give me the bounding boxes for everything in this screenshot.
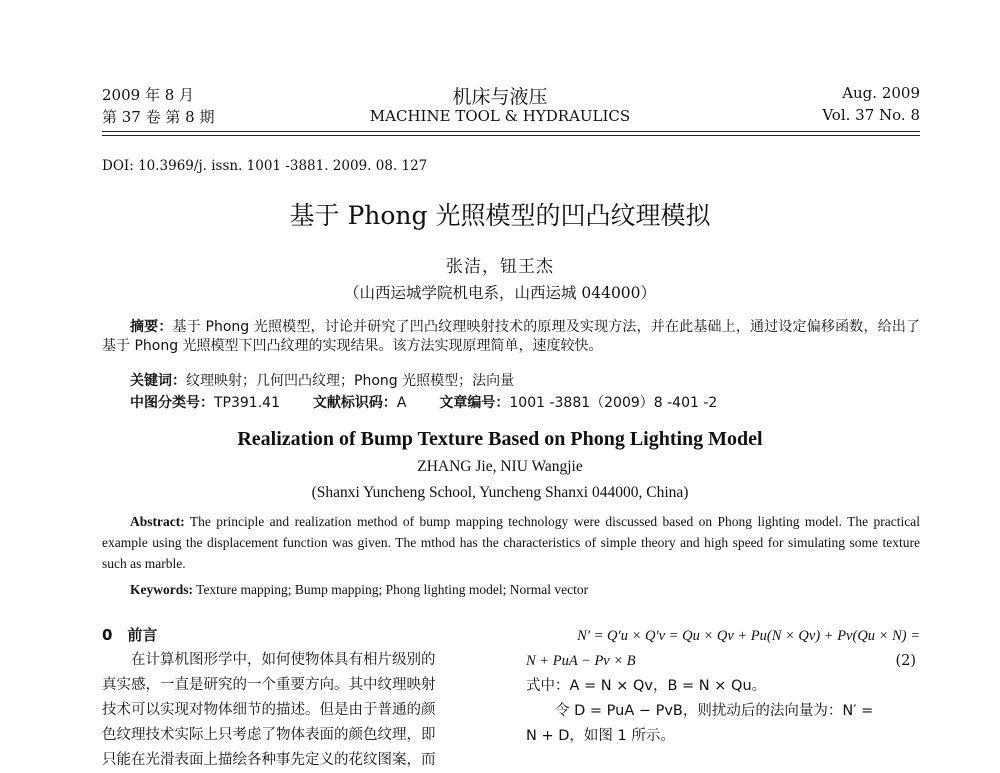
classification-line <box>130 392 717 412</box>
clc-value: TP391.41 <box>214 395 280 411</box>
normal-vector-text: 令 D = PuA − PvB，则扰动后的法向量为：N′ = <box>526 703 874 719</box>
clc-label: 中图分类号： <box>130 395 214 411</box>
article-title-cn: 基于 Phong 光照模型的凹凸纹理模拟 <box>289 201 711 230</box>
abstract-cn-label: 摘要： <box>130 319 173 335</box>
article-title-en: Realization of Bump Texture Based on Phong Lighting Model <box>237 428 763 450</box>
header-volume-cn: 第 37 卷 第 8 期 <box>102 108 215 126</box>
doc-code-label: 文献标识码： <box>312 395 397 411</box>
authors-en: ZHANG Jie, NIU Wangjie <box>417 458 583 475</box>
abstract-en <box>102 511 920 574</box>
article-no-label: 文章编号： <box>439 395 510 411</box>
intro-line: 真实感，一直是研究的一个重要方向。其中纹理映射 <box>102 677 436 693</box>
header-volume-en: Vol. 37 No. 8 <box>822 106 920 124</box>
doc-code-value: A <box>396 395 407 411</box>
abstract-cn-text: 基于 Phong 光照模型，讨论并研究了凹凸纹理映射技术的原理及实现方法，并在此基础上，通过设定偏移函数，给出了基于 Phong 光照模型下凹凸纹理的实现结果。该方法实现原理简单，速度较快。 <box>102 319 921 354</box>
intro-line: 在计算机图形学中，如何使物体具有相片级别的 <box>102 652 436 668</box>
equation-number: (2) <box>895 653 916 669</box>
keywords-en-label: Keywords: <box>130 582 193 597</box>
equation-line-1: N′ = Q′u × Q′v = Qu × Qv + Pu(N × Qv) + Pv(Qu × N) = <box>577 628 920 644</box>
header-date-en: Aug. 2009 <box>842 84 920 102</box>
header-rule <box>102 131 920 132</box>
intro-line: 色纹理技术实际上只考虑了物体表面的颜色纹理，即 <box>102 727 436 743</box>
equation-where: 式中：A = N × Qv，B = N × Qu。 <box>526 678 767 694</box>
doi: DOI: 10.3969/j. issn. 1001 -3881. 2009. 08. 127 <box>102 158 428 174</box>
keywords-en <box>130 582 588 598</box>
keywords-cn <box>130 370 514 390</box>
intro-line: 只能在光滑表面上描绘各种事先定义的花纹图案，而 <box>102 752 436 768</box>
affiliation-cn: （山西运城学院机电系，山西运城 044000） <box>343 284 657 302</box>
keywords-cn-text: 纹理映射；几何凹凸纹理；Phong 光照模型；法向量 <box>186 373 515 389</box>
keywords-en-text: Texture mapping; Bump mapping; Phong lighting model; Normal vector <box>196 582 589 597</box>
equation-line-2: N + PuA − Pv × B <box>526 653 636 669</box>
header-date-cn: 2009 年 8 月 <box>102 86 195 104</box>
journal-title-en: MACHINE TOOL & HYDRAULICS <box>369 107 631 125</box>
header-rule-2 <box>102 135 920 136</box>
abstract-en-text: The principle and realization method of bump mapping technology were discussed based on Phong lighting model. The practical example using the displacement function was given. The mthod has the characteristics of simple theory and high speed for simulating some texture such as marble. <box>102 514 920 571</box>
abstract-en-label: Abstract: <box>130 514 185 529</box>
affiliation-en: (Shanxi Yuncheng School, Yuncheng Shanxi 044000, China) <box>311 484 689 501</box>
intro-line: 技术可以实现对物体细节的描述。但是由于普通的颜 <box>102 702 436 718</box>
right-column <box>526 624 920 749</box>
intro-paragraph <box>102 648 498 773</box>
figure-reference-text: N + D，如图 1 所示。 <box>526 728 675 744</box>
equation-line-2-row <box>526 649 920 674</box>
keywords-cn-label: 关键词： <box>130 373 186 389</box>
authors-cn: 张洁，钮王杰 <box>446 257 554 277</box>
abstract-cn <box>102 318 920 356</box>
journal-title-cn: 机床与液压 <box>452 86 548 108</box>
section-heading: 0 前言 <box>102 626 158 644</box>
article-no-value: 1001 -3881（2009）8 -401 -2 <box>509 395 718 411</box>
